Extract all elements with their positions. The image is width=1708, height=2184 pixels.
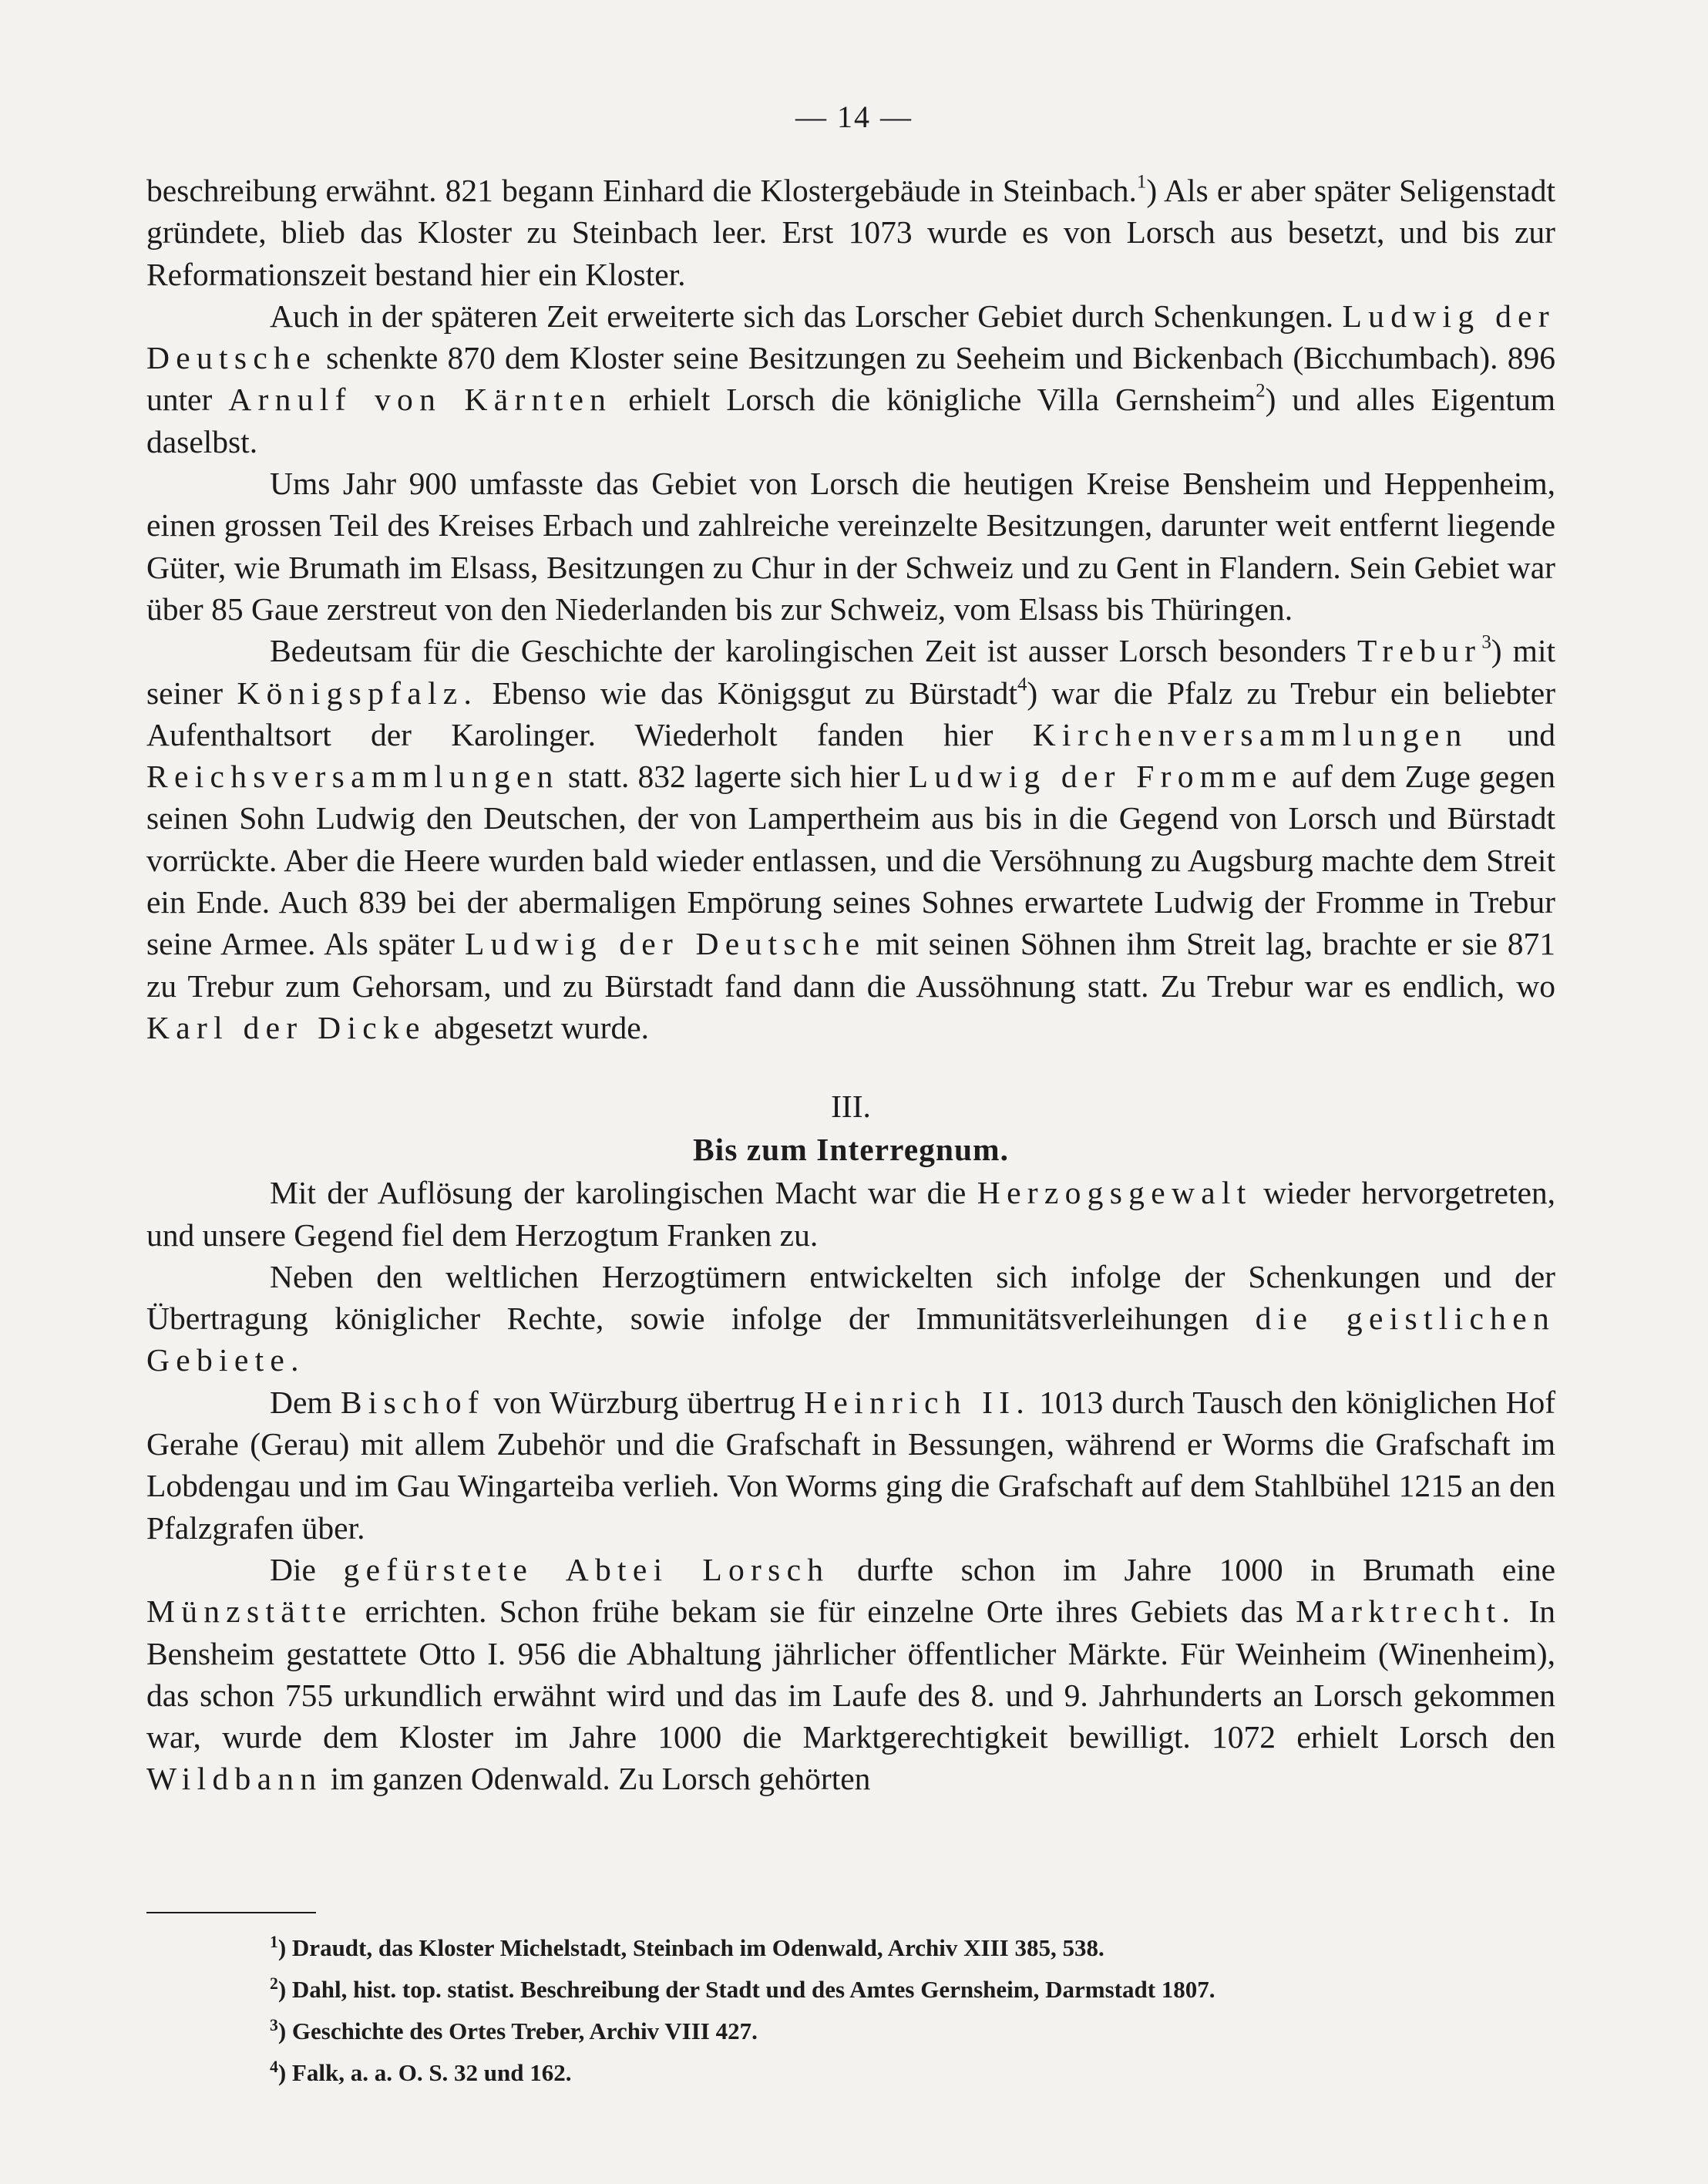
spaced-term: Marktrecht. (1296, 1593, 1517, 1630)
text-run: Die (270, 1551, 316, 1587)
spaced-name: Ludwig der Fromme (908, 759, 1283, 795)
footnote-mark: 4 (270, 2057, 278, 2076)
spaced-term: gefürstete Abtei Lorsch (343, 1551, 830, 1587)
paragraph-1 (146, 170, 1555, 295)
section-title: Bis zum Interregnum. (692, 1132, 1009, 1168)
footnote-4 (270, 2049, 1549, 2091)
text-run: ) und alles Eigentum daselbst. (146, 382, 1556, 459)
text-run: erhielt Lorsch die königliche Villa Gernsheim (628, 382, 1256, 418)
body-text (146, 170, 1555, 1800)
footnote-text: ) Falk, a. a. O. S. 32 und 162. (277, 2058, 572, 2086)
page-number: — 14 — (795, 99, 913, 134)
spaced-name: Arnulf von Kärnten (228, 382, 613, 418)
text-run: statt. 832 lagerte sich hier (567, 759, 900, 795)
footnote-text: ) Geschichte des Ortes Treber, Archiv VIII 427. (277, 2017, 758, 2044)
text-run: Neben den weltlichen Herzogtümern entwickelten sich infolge der Schenkungen und der Übertragung königlicher Rechte, sowie infolge der Immunitätsverleihungen (146, 1258, 1555, 1337)
text-run: Auch in der späteren Zeit erweiterte sich das Lorscher Gebiet durch Schenkungen. (270, 298, 1334, 334)
paragraph-2 (146, 295, 1555, 463)
paragraph-6 (146, 1256, 1555, 1381)
text-run: Bedeutsam für die Geschichte der karolingischen Zeit ist ausser Lorsch besonders (270, 633, 1347, 669)
spaced-term: die geistlichen Gebiete. (146, 1301, 1555, 1378)
spaced-name: Karl der Dicke (146, 1009, 426, 1045)
spaced-name: Trebur (1357, 633, 1482, 669)
footnote-mark: 1 (270, 1933, 278, 1951)
text-run: und (1507, 716, 1556, 752)
text-run: errichten. Schon frühe bekam sie für einzelne Orte ihres Gebiets das (365, 1593, 1283, 1630)
spaced-term: Kirchenversammlungen (1032, 716, 1468, 752)
footnote-divider (146, 1912, 316, 1913)
text-run: mit seinen Söhnen ihm Streit lag, brachte er sie 871 zu Trebur zum Gehorsam, und zu Bürstadt fand dann die Aussöhnung statt. Zu Trebur war es endlich, wo (146, 926, 1556, 1004)
footnote-mark: 3 (270, 2015, 278, 2034)
text-run: Ebenso wie das Königsgut zu Bürstadt (492, 675, 1017, 711)
text-run: 1013 durch Tausch den königlichen Hof Gerahe (Gerau) mit allem Zubehör und die Grafschaft in Bessungen, während er Worms die Grafschaft im Lobdengau und im Gau Wingarteiba verlieh. Von Worms ging die Grafschaft auf dem Stahlbühel 1215 an den Pfalzgrafen über. (146, 1384, 1556, 1546)
text-run: abgesetzt wurde. (434, 1009, 650, 1045)
text-run: auf dem Zuge gegen seinen Sohn Ludwig den Deutschen, der von Lampertheim aus bis in die Gegend von Lorsch und Bürstadt vorrückte. Aber die Heere wurden bald wieder entlassen, und die Versöhnung zu Augsburg machte dem Streit ein Ende. Auch 839 bei der abermaligen Empörung seines Sohnes erwartete Ludwig der Fromme in Trebur seine Armee. Als später (146, 759, 1556, 962)
paragraph-4 (146, 630, 1555, 1048)
spaced-term: Wildbann (146, 1761, 323, 1797)
paragraph-8 (146, 1549, 1555, 1800)
spaced-term: Münzstätte (146, 1593, 353, 1630)
text-run: schenkte 870 dem Kloster seine Besitzungen zu Seeheim und Bickenbach (Bicchumbach). 896 unter (146, 340, 1556, 418)
paragraph-7 (146, 1381, 1555, 1549)
text-run: ) war die Pfalz zu Trebur ein beliebter Aufenthaltsort der Karolinger. Wiederholt fanden hier (146, 675, 1556, 752)
footnote-ref: 2 (1256, 381, 1266, 402)
footnote-mark: 2 (270, 1974, 278, 1993)
text-run: ) mit seiner (146, 633, 1556, 711)
text-run: von Würzburg übertrug (493, 1384, 796, 1420)
footnotes (270, 1924, 1549, 2090)
text-run: Dem (270, 1384, 332, 1420)
text-run: Mit der Auflösung der karolingischen Macht war die (270, 1175, 967, 1211)
paragraph-3: Ums Jahr 900 umfasste das Gebiet von Lorsch die heutigen Kreise Bensheim und Heppenheim, einen grossen Teil des Kreises Erbach und zahlreiche vereinzelte Besitzungen, darunter weit entfernt liegende Güter, wie Brumath im Elsass, Besitzungen zu Chur in der Schweiz und zu Gent in Flandern. Sein Gebiet war über 85 Gaue zerstreut von den Niederlanden bis zur Schweiz, vom Elsass bis Thüringen. (146, 466, 1555, 627)
section-numeral: III. (831, 1089, 871, 1125)
text-run: In Bensheim gestattete Otto I. 956 die Abhaltung jährlicher öffentlicher Märkte. Für Weinheim (Winenheim), das schon 755 urkundlich erwähnt wird und das im Laufe des 8. und 9. Jahrhunderts an Lorsch gekommen war, wurde dem Kloster im Jahre 1000 die Marktgerechtigkeit bewilligt. 1072 erhielt Lorsch den (146, 1593, 1556, 1755)
spaced-name: Heinrich II. (804, 1384, 1031, 1420)
text-run: im ganzen Odenwald. Zu Lorsch gehörten (330, 1761, 871, 1797)
text-run: wieder hervorgetreten, und unsere Gegend fiel dem Herzogtum Franken zu. (146, 1175, 1556, 1253)
footnote-text: ) Draudt, das Kloster Michelstadt, Steinbach im Odenwald, Archiv XIII 385, 538. (277, 1933, 1104, 1961)
text-run: ) Als er aber später Seligenstadt gründete, blieb das Kloster zu Steinbach leer. Erst 1073 wurde es von Lorsch aus besetzt, und bis zur Reformationszeit bestand hier ein Kloster. (146, 173, 1556, 292)
footnote-2 (270, 1966, 1549, 2007)
spaced-name: Ludwig der Deutsche (464, 926, 866, 962)
spaced-term: Reichsversammlungen (146, 759, 560, 795)
footnote-ref: 1 (1136, 171, 1147, 193)
spaced-term: Königspfalz. (237, 675, 479, 711)
footnote-ref: 4 (1017, 674, 1027, 695)
text-run: durfte schon im Jahre 1000 in Brumath eine (856, 1551, 1555, 1587)
footnote-1 (270, 1924, 1549, 1966)
spaced-term: Herzogsgewalt (977, 1175, 1252, 1211)
spaced-name: Ludwig der Deutsche (146, 298, 1555, 376)
footnote-text: ) Dahl, hist. top. statist. Beschreibung der Stadt und des Amtes Gernsheim, Darmstadt 1807. (277, 1975, 1215, 2003)
footnote-3 (270, 2007, 1549, 2049)
footnote-ref: 3 (1481, 631, 1491, 653)
text-run: beschreibung erwähnt. 821 begann Einhard die Klostergebäude in Steinbach. (146, 173, 1137, 208)
spaced-term: Bischof (340, 1384, 486, 1420)
paragraph-5 (146, 1172, 1555, 1256)
